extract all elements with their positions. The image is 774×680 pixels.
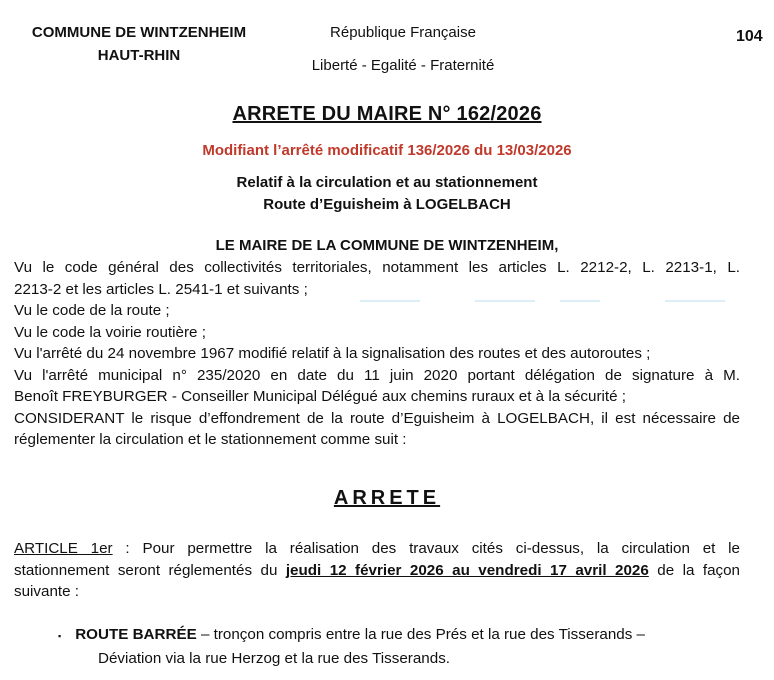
republique-label: République Française [330,24,476,41]
page-title: ARRETE DU MAIRE N° 162/2026 [232,103,542,125]
article-1 [14,538,740,603]
modification-subtitle: Modifiant l’arrêté modificatif 136/2026 du 13/03/2026 [202,142,572,159]
departement-name: HAUT-RHIN [97,47,181,64]
vu-cgct-line-1: Vu le code général des collectivités territoriales, notamment les articles L. 2212-2, L. 2213-1, L. [14,259,740,276]
vu-code-voirie: Vu le code la voirie routière ; [14,323,206,341]
square-bullet-icon: ▪ [58,631,62,641]
article-1-text-2a: stationnement seront réglementés du [14,561,286,579]
article-1-text-1: : Pour permettre la réalisation des travaux cités ci-dessus, la circulation et le [112,540,740,557]
devise-label: Liberté - Egalité - Fraternité [311,57,495,74]
considerant-line-1: CONSIDERANT le risque d’effondrement de la route d’Eguisheim à LOGELBACH, il est nécessaire de [14,409,740,427]
preamble-body [14,257,740,451]
vu-cgct-line-2: 2213-2 et les articles L. 2541-1 et suivants ; [14,280,308,298]
vu-code-route: Vu le code de la route ; [14,302,170,319]
article-1-label: ARTICLE 1er [14,540,113,557]
arrete-heading: ARRETE [333,487,441,509]
article-1-dates: jeudi 12 février 2026 au vendredi 17 avril 2026 [285,561,649,579]
subject-line-1: Relatif à la circulation et au stationnement [236,174,538,191]
article-1-line-2 [14,560,740,582]
considerant-line-2: réglementer la circulation et le stationnement comme suit : [14,431,407,448]
page-number: 104 [736,28,763,45]
vu-arrete-municipal-line-2: Benoît FREYBURGER - Conseiller Municipal Délégué aux chemins ruraux et à la sécurité ; [14,388,626,405]
article-1-line-3: suivante : [14,583,80,600]
article-1-text-2b: de la façon [648,561,741,579]
measure-title: ROUTE BARRÉE [75,626,197,643]
commune-name: COMMUNE DE WINTZENHEIM [31,24,247,41]
measure-detail: Déviation via la rue Herzog et la rue des Tisserands. [98,649,451,667]
preamble-heading: LE MAIRE DE LA COMMUNE DE WINTZENHEIM, [215,237,559,254]
article-1-line-1 [14,538,740,560]
vu-arrete-1967: Vu l'arrêté du 24 novembre 1967 modifié relatif à la signalisation des routes et des autoroutes ; [14,345,651,362]
subject-line-2: Route d’Eguisheim à LOGELBACH [263,196,511,213]
measure-text: – tronçon compris entre la rue des Prés et la rue des Tisserands – [196,626,645,643]
vu-arrete-municipal-line-1: Vu l'arrêté municipal n° 235/2020 en date du 11 juin 2020 portant délégation de signature à M. [14,366,740,384]
measure-item [58,624,748,669]
